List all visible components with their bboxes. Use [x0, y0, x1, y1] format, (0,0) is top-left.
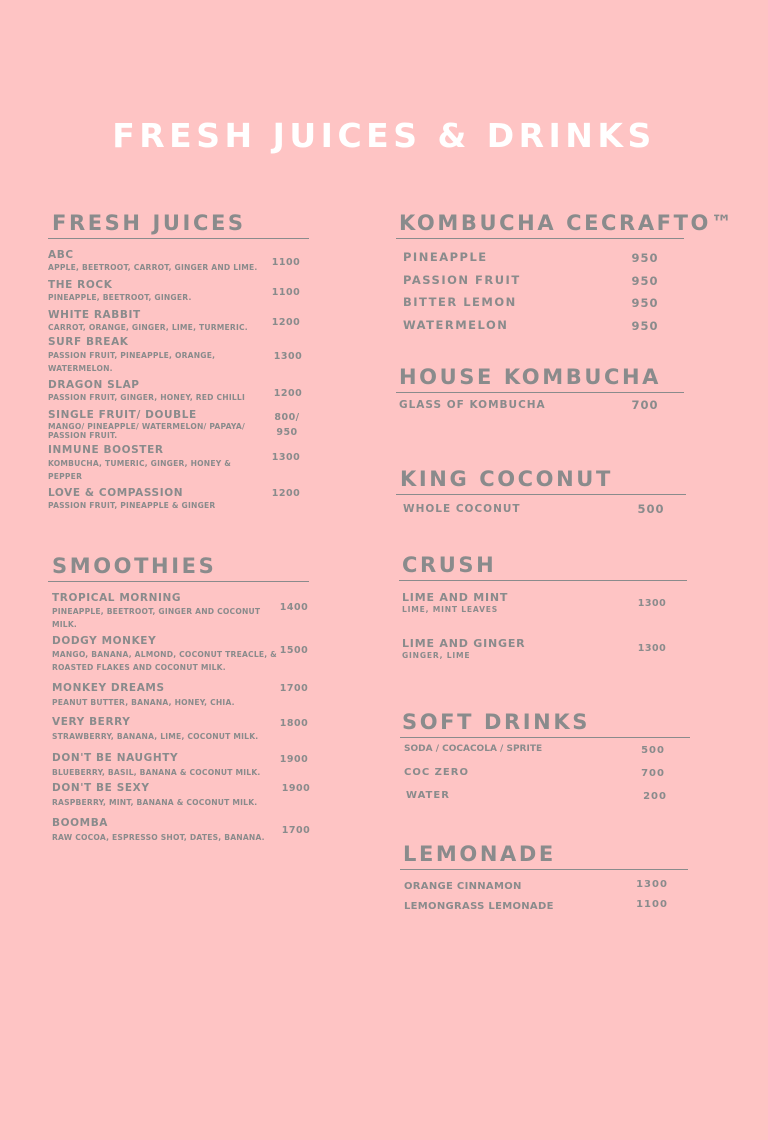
section-fresh-juices [48, 210, 309, 510]
item-name: TROPICAL MORNING [52, 592, 182, 604]
item-name: COC ZERO [404, 767, 469, 778]
item-name: PASSION FRUIT [403, 273, 521, 287]
menu-item [402, 637, 672, 662]
item-description: PASSION FRUIT, PINEAPPLE, ORANGE, WATERMELON. [48, 351, 216, 373]
menu-item [403, 296, 673, 309]
item-description: CARROT, ORANGE, GINGER, LIME, TURMERIC. [48, 323, 248, 332]
item-price: 1200 [271, 317, 301, 328]
item-name: SURF BREAK [48, 336, 129, 348]
item-price: 700 [641, 768, 665, 779]
item-name: LEMONGRASS LEMONADE [404, 901, 554, 912]
item-price: 200 [643, 791, 667, 802]
item-name: ORANGE CINNAMON [404, 881, 522, 892]
item-description: LIME, MINT LEAVES [402, 605, 499, 614]
item-name: SINGLE FRUIT/ DOUBLE [48, 409, 197, 421]
menu-item [52, 635, 313, 674]
item-description: GINGER, LIME [402, 651, 471, 660]
item-description: KOMBUCHA, TUMERIC, GINGER, HONEY & PEPPER [48, 459, 232, 481]
item-price: 1900 [281, 783, 311, 794]
section-smoothies [48, 553, 311, 842]
menu-item [52, 782, 313, 810]
section-heading: SOFT DRINKS [400, 709, 690, 738]
item-price: 1200 [271, 488, 301, 499]
section-kombucha-cecrafto [396, 210, 735, 333]
menu-item [404, 789, 674, 802]
menu-item [48, 379, 309, 404]
section-heading: CRUSH [399, 552, 687, 581]
item-description: PEANUT BUTTER, BANANA, HONEY, CHIA. [52, 698, 235, 707]
item-name: DON'T BE NAUGHTY [52, 752, 179, 764]
item-name: LIME AND GINGER [402, 637, 526, 650]
menu-item [52, 682, 313, 710]
item-description: MANGO, BANANA, ALMOND, COCONUT TREACLE, & ROASTED FLAKES AND COCONUT MILK. [52, 650, 277, 672]
menu-item [402, 591, 672, 616]
item-name: WHITE RABBIT [48, 309, 141, 321]
menu-item [403, 274, 673, 287]
menu-item [403, 503, 673, 516]
item-price: 1900 [279, 754, 309, 765]
item-name: DODGY MONKEY [52, 635, 157, 647]
item-description: STRAWBERRY, BANANA, LIME, COCONUT MILK. [52, 732, 259, 741]
item-price: 1700 [279, 683, 309, 694]
item-description: PINEAPPLE, BEETROOT, GINGER AND COCONUT MILK. [52, 607, 261, 629]
item-description: PINEAPPLE, BEETROOT, GINGER. [48, 293, 192, 302]
section-heading: FRESH JUICES [48, 210, 309, 239]
item-name: BOOMBA [52, 817, 109, 829]
menu-item [48, 487, 309, 512]
item-description: PASSION FRUIT, GINGER, HONEY, RED CHILLI [48, 393, 245, 402]
menu-item [404, 743, 674, 756]
section-king-coconut [396, 466, 686, 516]
item-description: BLUEBERRY, BASIL, BANANA & COCONUT MILK. [52, 768, 261, 777]
item-price: 1100 [636, 899, 668, 910]
section-heading: KOMBUCHA CECRAFTO™ [396, 210, 684, 239]
menu-item [52, 752, 313, 780]
menu-item [48, 409, 309, 440]
menu-item [48, 249, 309, 274]
menu-item [48, 279, 309, 304]
item-price: 1800 [279, 718, 309, 729]
section-heading: SMOOTHIES [48, 553, 309, 582]
item-price: 1100 [271, 257, 301, 268]
item-description: RAW COCOA, ESPRESSO SHOT, DATES, BANANA. [52, 833, 265, 842]
menu-item [52, 592, 313, 631]
item-name: ABC [48, 249, 74, 261]
item-price: 1300 [637, 598, 667, 609]
item-price: 950 [631, 274, 659, 288]
item-price: 950 [631, 319, 659, 333]
item-price: 500 [641, 745, 665, 756]
menu-item [48, 444, 309, 483]
section-crush [399, 552, 687, 660]
item-description: PASSION FRUIT, PINEAPPLE & GINGER [48, 501, 216, 510]
item-description: APPLE, BEETROOT, CARROT, GINGER AND LIME. [48, 263, 258, 272]
item-name: VERY BERRY [52, 716, 131, 728]
menu-item [403, 319, 673, 332]
item-name: INMUNE BOOSTER [48, 444, 164, 456]
item-price: 1300 [637, 643, 667, 654]
item-price: 1300 [271, 452, 301, 463]
menu-item [48, 309, 309, 334]
item-price: 800/ 950 [274, 412, 300, 438]
item-price: 1400 [279, 602, 309, 613]
item-price: 950 [631, 296, 659, 310]
item-name: DON'T BE SEXY [52, 782, 150, 794]
menu-title: FRESH JUICES & DRINKS [112, 116, 656, 155]
section-heading: KING COCONUT [396, 466, 686, 495]
item-description: RASPBERRY, MINT, BANANA & COCONUT MILK. [52, 798, 258, 807]
item-name: BITTER LEMON [403, 295, 517, 309]
section-heading: HOUSE KOMBUCHA [396, 364, 684, 393]
item-name: PINEAPPLE [403, 250, 488, 264]
item-price: 1100 [271, 287, 301, 298]
item-price: 1300 [636, 879, 668, 890]
menu-item [48, 336, 309, 375]
menu-item [52, 716, 313, 744]
item-price: 1500 [279, 645, 309, 656]
item-price: 1300 [273, 351, 303, 362]
item-name: WATERMELON [403, 318, 509, 332]
item-name: MONKEY DREAMS [52, 682, 165, 694]
section-soft-drinks [400, 709, 690, 802]
item-price: 700 [631, 398, 659, 412]
menu-item [404, 900, 674, 913]
item-name: WATER [406, 790, 450, 801]
menu-item [399, 399, 669, 412]
menu-item [52, 817, 313, 845]
item-name: THE ROCK [48, 279, 113, 291]
item-description: MANGO/ PINEAPPLE/ WATERMELON/ PAPAYA/ PASSION FRUIT. [48, 422, 245, 440]
item-price: 1200 [273, 388, 303, 399]
menu-item [404, 880, 674, 893]
item-name: LIME AND MINT [402, 591, 509, 604]
item-price: 950 [631, 251, 659, 265]
section-house-kombucha [396, 364, 684, 412]
item-name: GLASS OF KOMBUCHA [399, 399, 546, 411]
section-lemonade [400, 841, 688, 912]
item-name: SODA / COCACOLA / SPRITE [404, 744, 543, 754]
menu-item [404, 766, 674, 779]
item-price: 500 [637, 502, 665, 516]
item-name: LOVE & COMPASSION [48, 487, 184, 499]
menu-item [403, 251, 673, 264]
item-price: 1700 [281, 825, 311, 836]
item-name: WHOLE COCONUT [403, 503, 521, 515]
section-heading: LEMONADE [400, 841, 688, 870]
item-name: DRAGON SLAP [48, 379, 140, 391]
